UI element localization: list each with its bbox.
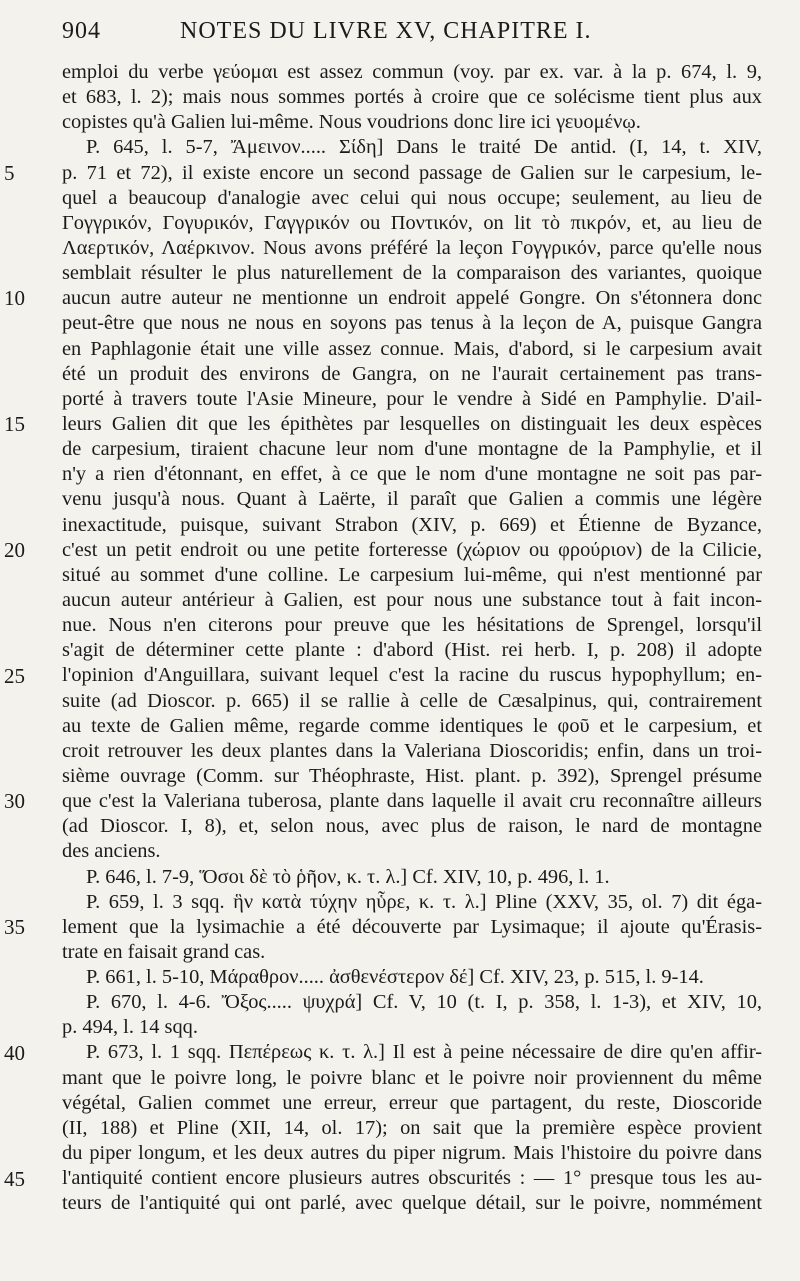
text-line xyxy=(62,211,762,236)
text-line-content: situé au sommet d'une colline. Le carpesium lui-même, qui n'est mentionné par xyxy=(62,563,762,586)
text-line-content: l'opinion d'Anguillara, suivant lequel c'est la racine du ruscus hypophyllum; en- xyxy=(62,664,762,687)
text-line-content: aucun auteur antérieur à Galien, est pour nous une substance tout à fait incon- xyxy=(62,588,762,611)
text-line xyxy=(62,1040,762,1065)
text-line-content: (ad Dioscor. I, 8), et, selon nous, avec plus de raison, le nard de montagne xyxy=(62,815,762,838)
text-line-content: P. 661, l. 5-10, Μάραθρον..... ἀσθενέστερον δέ] Cf. XIV, 23, p. 515, l. 9-14. xyxy=(86,966,704,989)
line-number: 5 xyxy=(4,160,15,185)
text-line-content: végétal, Galien commet une erreur, erreur que partagent, du reste, Dioscoride xyxy=(62,1091,762,1114)
text-line xyxy=(62,110,762,135)
line-number: 45 xyxy=(4,1166,25,1191)
text-line-content: lement que la lysimachie a été découverte par Lysimaque; il ajoute qu'Érasis- xyxy=(62,915,762,938)
text-line xyxy=(62,814,762,839)
text-line xyxy=(62,60,762,85)
text-line-content: (II, 188) et Pline (XII, 14, ol. 17); on sait que la première espèce provient xyxy=(62,1116,762,1139)
text-line xyxy=(62,915,762,940)
line-number: 40 xyxy=(4,1040,25,1065)
text-line-content: emploi du verbe γεύομαι est assez commun (voy. par ex. var. à la p. 674, l. 9, xyxy=(62,61,762,83)
text-line-content: teurs de l'antiquité qui ont parlé, avec quelque détail, sur le poivre, nommément xyxy=(62,1192,762,1215)
text-line xyxy=(62,663,762,688)
running-head: NOTES DU LIVRE XV, CHAPITRE I. xyxy=(180,18,592,44)
text-line xyxy=(62,1116,762,1141)
text-line-content: trate en faisait grand cas. xyxy=(62,940,266,963)
text-line xyxy=(62,161,762,186)
text-line xyxy=(62,965,762,990)
text-line xyxy=(62,186,762,211)
text-line-content: c'est un petit endroit ou une petite forteresse (χώριον ou φρούριον) de la Cilicie, xyxy=(62,538,762,561)
text-line xyxy=(62,362,762,387)
text-line xyxy=(62,538,762,563)
text-line-content: croit retrouver les deux plantes dans la Valeriana Dioscoridis; enfin, dans un troi- xyxy=(62,739,762,762)
text-line xyxy=(62,462,762,487)
line-number: 30 xyxy=(4,789,25,814)
text-line xyxy=(62,1166,762,1191)
text-line-content: que c'est la Valeriana tuberosa, plante dans laquelle il avait cru reconnaître ailleurs xyxy=(62,790,762,813)
text-line xyxy=(62,789,762,814)
text-line xyxy=(62,437,762,462)
text-line xyxy=(62,135,762,160)
text-line-content: leurs Galien dit que les épithètes par lesquelles on distinguait les deux espèces xyxy=(62,412,762,435)
text-line xyxy=(62,990,762,1015)
text-line-content: été un produit des environs de Gangra, on ne l'aurait certainement pas trans- xyxy=(62,362,762,385)
text-line-content: porté à travers toute l'Asie Mineure, pour le vendre à Sidé en Pamphylie. D'ail- xyxy=(62,387,762,410)
text-line xyxy=(62,689,762,714)
text-line xyxy=(62,1091,762,1116)
text-line xyxy=(62,714,762,739)
text-line-content: nue. Nous n'en citerons pour preuve que les hésitations de Sprengel, lorsqu'il xyxy=(62,614,762,637)
line-number: 10 xyxy=(4,286,25,311)
text-line-content: semblait résulter le plus naturellement de la comparaison des variantes, quoique xyxy=(62,262,762,285)
line-number: 15 xyxy=(4,412,25,437)
text-line xyxy=(62,1066,762,1091)
text-line xyxy=(62,739,762,764)
text-line xyxy=(62,487,762,512)
text-line-content: p. 71 et 72), il existe encore un second passage de Galien sur le carpesium, le- xyxy=(62,161,762,184)
text-line xyxy=(62,890,762,915)
line-number: 35 xyxy=(4,915,25,940)
line-number: 20 xyxy=(4,537,25,562)
text-line-content: P. 659, l. 3 sqq. ἣν κατὰ τύχην ηὗρε, κ. τ. λ.] Pline (XXV, 35, ol. 7) dit éga- xyxy=(86,890,762,913)
text-line-content: quel a beaucoup d'analogie avec celui qui nous occupe; seulement, au lieu de xyxy=(62,186,762,209)
text-line-content: des anciens. xyxy=(62,840,161,863)
text-line-content: s'agit de déterminer cette plante : d'abord (Hist. rei herb. I, p. 208) il adopte xyxy=(62,639,762,662)
text-line-content: P. 646, l. 7-9, Ὅσοι δὲ τὸ ῥῆον, κ. τ. λ.] Cf. XIV, 10, p. 496, l. 1. xyxy=(86,865,610,888)
text-line-content: sième ouvrage (Comm. sur Théophraste, Hist. plant. p. 392), Sprengel présume xyxy=(62,764,762,787)
text-line xyxy=(62,412,762,437)
text-line-content: aucun autre auteur ne mentionne un endroit appelé Gongre. On s'étonnera donc xyxy=(62,287,762,310)
text-line xyxy=(62,1141,762,1166)
text-line xyxy=(62,286,762,311)
text-line-content: peut-être que nous ne nous en soyons pas tenus à la leçon de A, puisque Gangra xyxy=(62,312,762,335)
text-line-content: Γογγρικόν, Γογυρικόν, Γαγγρικόν ou Ποντικόν, on lit τὸ πικρόν, et, au lieu de xyxy=(62,211,762,234)
text-line xyxy=(62,588,762,613)
text-body xyxy=(62,60,762,1216)
text-line-content: venu jusqu'à nous. Quant à Laërte, il paraît que Galien a commis une légère xyxy=(62,488,762,511)
text-line xyxy=(62,236,762,261)
text-line-content: p. 494, l. 14 sqq. xyxy=(62,1016,198,1039)
text-line xyxy=(62,85,762,110)
text-line xyxy=(62,940,762,965)
text-line-content: inexactitude, puisque, suivant Strabon (XIV, p. 669) et Étienne de Byzance, xyxy=(62,513,762,536)
text-line xyxy=(62,311,762,336)
text-line-content: du piper longum, et les deux autres du piper nigrum. Mais l'histoire du poivre dans xyxy=(62,1142,762,1165)
text-line xyxy=(62,513,762,538)
text-line-content: et 683, l. 2); mais nous sommes portés à croire que ce solécisme tient plus aux xyxy=(62,86,762,109)
text-line xyxy=(62,1015,762,1040)
text-line-content: copistes qu'à Galien lui-même. Nous voudrions donc lire ici γευομένῳ. xyxy=(62,111,641,134)
text-line-content: P. 673, l. 1 sqq. Πεπέρεως κ. τ. λ.] Il est à peine nécessaire de dire qu'en affir- xyxy=(86,1041,762,1064)
text-line xyxy=(62,839,762,864)
text-line xyxy=(62,764,762,789)
text-line-content: n'y a rien d'étonnant, en effet, à ce que le nom d'une montagne ne soit pas par- xyxy=(62,463,762,486)
text-line xyxy=(62,613,762,638)
text-line xyxy=(62,865,762,890)
text-line-content: P. 670, l. 4-6. Ὄξος..... ψυχρά] Cf. V, 10 (t. I, p. 358, l. 1-3), et XIV, 10, xyxy=(86,991,762,1014)
line-number: 25 xyxy=(4,663,25,688)
text-line-content: P. 645, l. 5-7, Ἄμεινον..... Σίδη] Dans le traité De antid. (I, 14, t. XIV, xyxy=(86,136,762,159)
text-line-content: suite (ad Dioscor. p. 665) il se rallie à celle de Cæsalpinus, qui, contrairement xyxy=(62,689,762,712)
text-line-content: en Paphlagonie était une ville assez connue. Mais, d'abord, si le carpesium avait xyxy=(62,337,762,360)
text-line xyxy=(62,563,762,588)
text-line xyxy=(62,337,762,362)
text-line xyxy=(62,261,762,286)
page-number: 904 xyxy=(62,18,101,44)
text-line-content: au texte de Galien même, regarde comme identiques le φοῦ et le carpesium, et xyxy=(62,714,762,737)
text-line-content: de carpesium, tiraient chacune leur nom d'une montagne de la Pamphylie, et il xyxy=(62,438,762,461)
text-line xyxy=(62,1191,762,1216)
text-line xyxy=(62,387,762,412)
text-line xyxy=(62,638,762,663)
text-line-content: mant que le poivre long, le poivre blanc et le poivre noir proviennent du même xyxy=(62,1066,762,1089)
text-line-content: l'antiquité contient encore plusieurs autres obscurités : — 1° presque tous les au- xyxy=(62,1167,762,1190)
text-line-content: Λαερτικόν, Λαέρκινον. Nous avons préféré la leçon Γογγρικόν, parce qu'elle nous xyxy=(62,236,762,259)
